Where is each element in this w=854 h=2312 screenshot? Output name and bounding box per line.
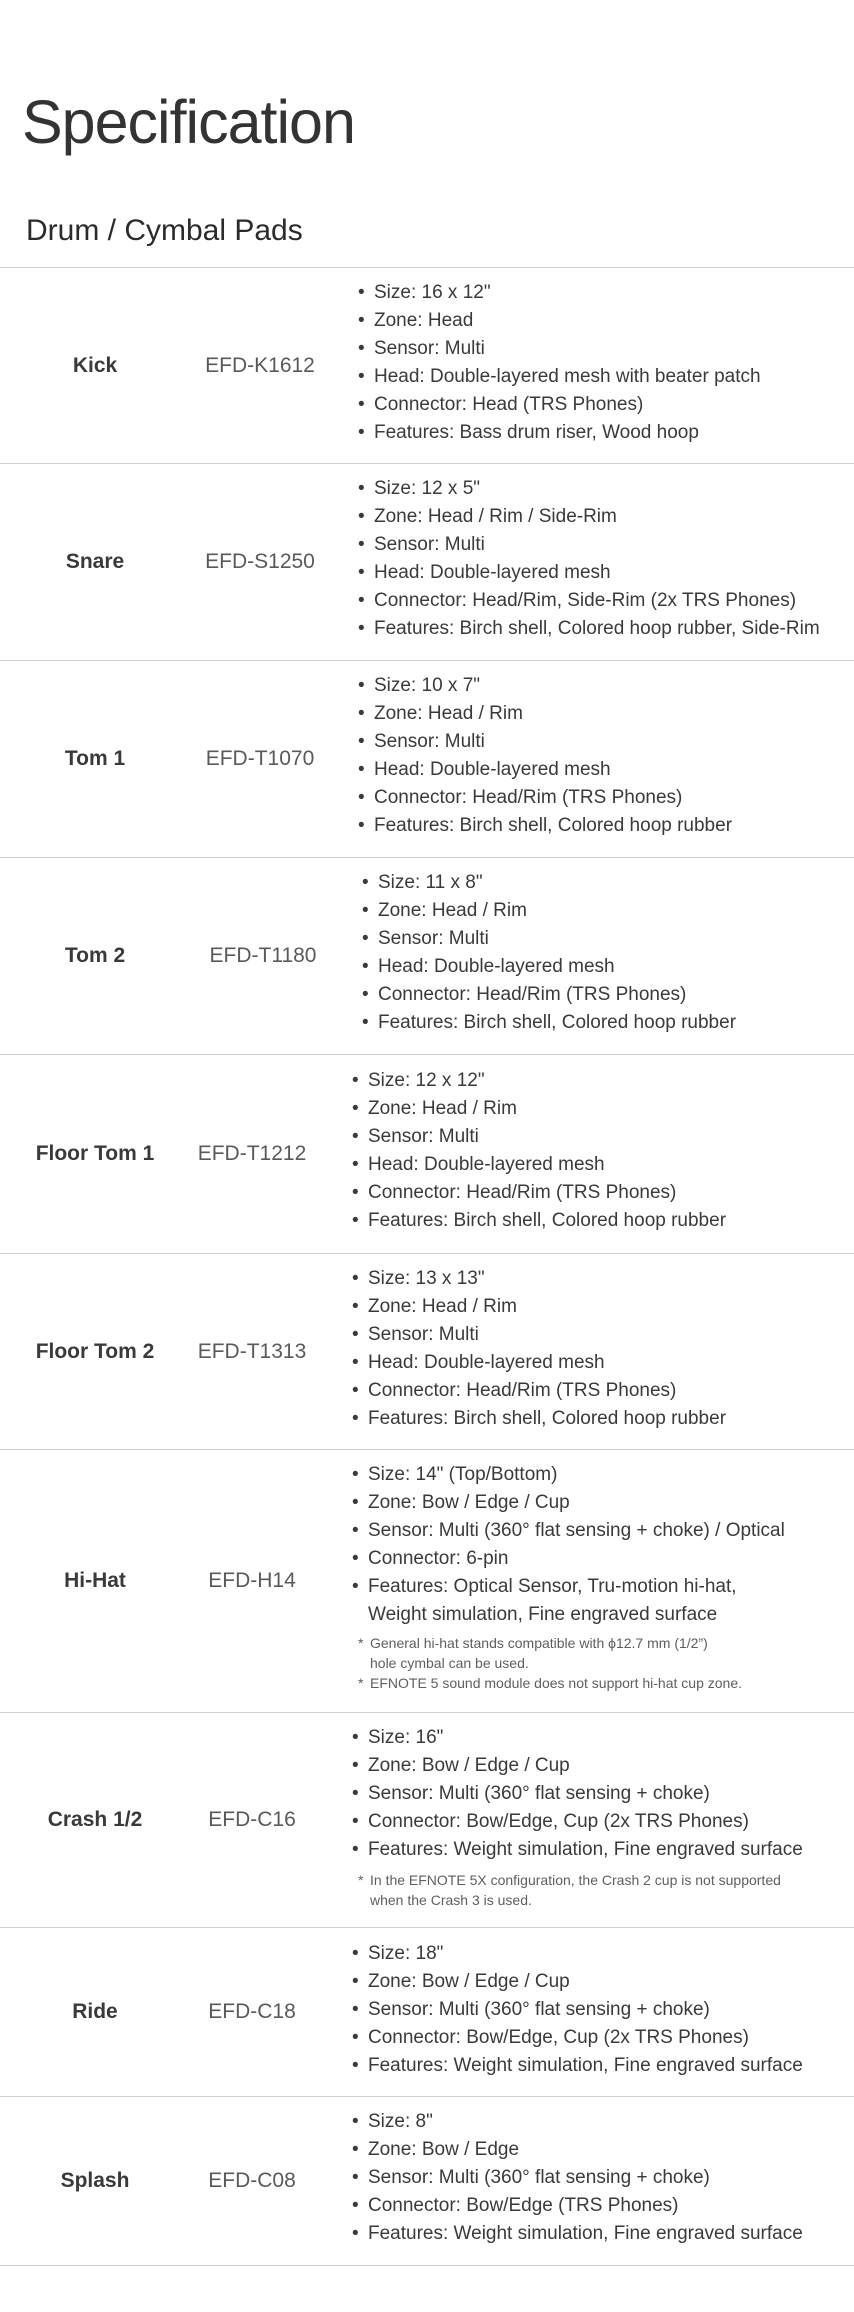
spec-row-floor-tom-1 (0, 1055, 854, 1254)
pad-name: Hi-Hat (64, 1569, 126, 1592)
model-number: EFD-T1313 (197, 1339, 307, 1363)
spec-list (360, 869, 736, 1037)
pad-name: Snare (65, 550, 125, 573)
spec-row-tom-2 (0, 858, 854, 1055)
spec-item: • Size: 18" (350, 1940, 803, 1968)
spec-item: • Zone: Bow / Edge (350, 2136, 803, 2164)
spec-row-tom-1 (0, 661, 854, 858)
spec-item: • Connector: Bow/Edge, Cup (2x TRS Phones) (350, 2024, 803, 2052)
spec-list (350, 1265, 726, 1433)
pad-name: Kick (72, 353, 118, 377)
footnote: * In the EFNOTE 5X configuration, the Crash 2 cup is not supported when the Crash 3 is used. (358, 1870, 781, 1910)
spec-item: • Zone: Head / Rim (360, 897, 736, 925)
spec-item: • Size: 16" (350, 1724, 803, 1752)
spec-list (350, 1461, 785, 1629)
spec-item: • Connector: Bow/Edge, Cup (2x TRS Phones) (350, 1808, 803, 1836)
spec-item: • Connector: Head/Rim, Side-Rim (2x TRS Phones) (356, 587, 820, 615)
model-number: EFD-T1212 (197, 1142, 307, 1165)
spec-item: • Features: Weight simulation, Fine engraved surface (350, 1836, 803, 1864)
spec-item: • Sensor: Multi (350, 1123, 726, 1151)
spec-item: • Head: Double-layered mesh (350, 1349, 726, 1377)
spec-item: • Head: Double-layered mesh (356, 559, 820, 587)
spec-item: • Sensor: Multi (356, 531, 820, 559)
spec-item: • Zone: Head (356, 307, 761, 335)
spec-item: • Features: Birch shell, Colored hoop rubber (360, 1009, 736, 1037)
spec-item: • Zone: Bow / Edge / Cup (350, 1752, 803, 1780)
spec-item: • Size: 13 x 13" (350, 1265, 726, 1293)
spec-item: • Sensor: Multi (356, 335, 761, 363)
spec-item: • Zone: Head / Rim (356, 700, 732, 728)
pad-name: Crash 1/2 (47, 1808, 143, 1831)
spec-list (356, 672, 732, 840)
spec-item: • Size: 12 x 5" (356, 475, 820, 503)
spec-item: • Size: 8" (350, 2108, 803, 2136)
spec-item: • Sensor: Multi (360° flat sensing + choke) (350, 1996, 803, 2024)
spec-item: • Connector: Head (TRS Phones) (356, 391, 761, 419)
spec-row-crash-1-2 (0, 1713, 854, 1928)
model-number: EFD-C08 (208, 2169, 296, 2192)
spec-item: • Sensor: Multi (350, 1321, 726, 1349)
spec-item: • Size: 16 x 12" (356, 279, 761, 307)
spec-item: • Size: 12 x 12" (350, 1067, 726, 1095)
spec-item: • Features: Birch shell, Colored hoop rubber (356, 812, 732, 840)
spec-list (350, 1940, 803, 2080)
model-number: EFD-H14 (208, 1569, 296, 1592)
spec-row-floor-tom-2 (0, 1254, 854, 1450)
spec-list (356, 475, 820, 643)
spec-row-snare (0, 464, 854, 661)
spec-item: • Features: Birch shell, Colored hoop rubber (350, 1405, 726, 1433)
spec-item: • Zone: Bow / Edge / Cup (350, 1489, 785, 1517)
spec-item: • Head: Double-layered mesh (356, 756, 732, 784)
spec-item: • Head: Double-layered mesh with beater patch (356, 363, 761, 391)
pad-name: Tom 1 (64, 747, 126, 770)
spec-item: • Zone: Bow / Edge / Cup (350, 1968, 803, 1996)
model-number: EFD-S1250 (205, 550, 315, 573)
spec-list (356, 279, 761, 447)
spec-item: • Zone: Head / Rim (350, 1293, 726, 1321)
spec-list (350, 2108, 803, 2248)
page-title: Specification (22, 88, 355, 156)
spec-table (0, 267, 854, 2266)
spec-item: • Connector: 6-pin (350, 1545, 785, 1573)
spec-item: • Features: Birch shell, Colored hoop rubber (350, 1207, 726, 1235)
model-number: EFD-T1070 (205, 747, 315, 770)
spec-row-kick (0, 268, 854, 464)
pad-name: Floor Tom 1 (35, 1142, 155, 1165)
spec-item: • Size: 11 x 8" (360, 869, 736, 897)
spec-item: • Features: Bass drum riser, Wood hoop (356, 419, 761, 447)
spec-item: • Size: 14" (Top/Bottom) (350, 1461, 785, 1489)
spec-item: • Sensor: Multi (360° flat sensing + choke) (350, 2164, 803, 2192)
spec-item: • Connector: Bow/Edge (TRS Phones) (350, 2192, 803, 2220)
spec-item: • Connector: Head/Rim (TRS Phones) (350, 1179, 726, 1207)
spec-row-hi-hat (0, 1450, 854, 1713)
spec-row-splash (0, 2097, 854, 2266)
spec-list (350, 1724, 803, 1864)
spec-item: • Connector: Head/Rim (TRS Phones) (360, 981, 736, 1009)
spec-item: • Features: Weight simulation, Fine engraved surface (350, 2052, 803, 2080)
spec-item: • Connector: Head/Rim (TRS Phones) (350, 1377, 726, 1405)
spec-item: • Features: Birch shell, Colored hoop rubber, Side-Rim (356, 615, 820, 643)
spec-item: • Sensor: Multi (356, 728, 732, 756)
footnote: * EFNOTE 5 sound module does not support hi-hat cup zone. (358, 1673, 742, 1693)
section-title: Drum / Cymbal Pads (26, 214, 303, 247)
pad-name: Ride (72, 2000, 118, 2023)
pad-name: Splash (60, 2169, 130, 2192)
footnote: * General hi-hat stands compatible with ϕ12.7 mm (1/2”) hole cymbal can be used. (358, 1633, 742, 1673)
spec-item: • Size: 10 x 7" (356, 672, 732, 700)
spec-item: • Zone: Head / Rim / Side-Rim (356, 503, 820, 531)
footnote-list (358, 1870, 781, 1910)
model-number: EFD-T1180 (209, 944, 317, 967)
spec-item: • Sensor: Multi (360° flat sensing + choke) (350, 1780, 803, 1808)
spec-list (350, 1067, 726, 1235)
model-number: EFD-C18 (208, 2000, 296, 2023)
footnote-list (358, 1633, 742, 1693)
spec-item: • Features: Weight simulation, Fine engraved surface (350, 2220, 803, 2248)
spec-item: • Connector: Head/Rim (TRS Phones) (356, 784, 732, 812)
spec-item: • Head: Double-layered mesh (360, 953, 736, 981)
model-number: EFD-K1612 (205, 353, 315, 377)
spec-item: • Sensor: Multi (360, 925, 736, 953)
spec-item: • Head: Double-layered mesh (350, 1151, 726, 1179)
pad-name: Tom 2 (64, 944, 126, 967)
spec-item: • Features: Optical Sensor, Tru-motion hi-hat, Weight simulation, Fine engraved surface (350, 1573, 785, 1629)
pad-name: Floor Tom 2 (35, 1339, 155, 1363)
spec-item: • Sensor: Multi (360° flat sensing + choke) / Optical (350, 1517, 785, 1545)
spec-row-ride (0, 1928, 854, 2097)
model-number: EFD-C16 (208, 1808, 296, 1831)
spec-item: • Zone: Head / Rim (350, 1095, 726, 1123)
